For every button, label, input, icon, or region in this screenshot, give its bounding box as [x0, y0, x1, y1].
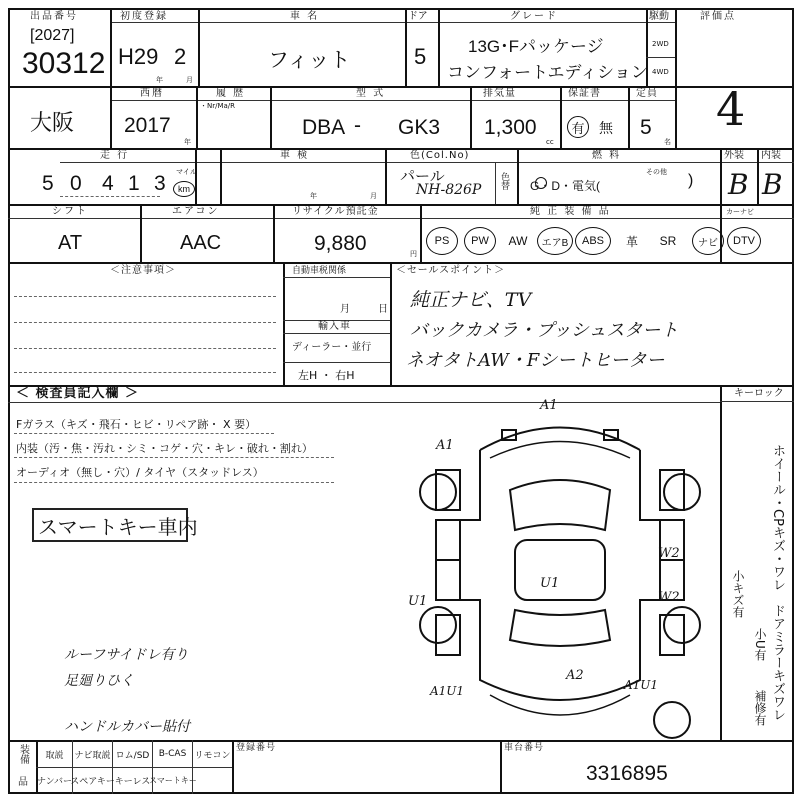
label-drive: 駆動 [649, 11, 669, 22]
check-keyless: キーレス [114, 776, 151, 787]
drive-4wd: 4WD [652, 68, 669, 76]
label-car-name: 車 名 [290, 11, 320, 22]
check-manual: 取説 [45, 750, 64, 761]
label-year-west: 西暦 [140, 88, 164, 99]
score-value: 4 [716, 82, 746, 136]
equip-dtv: DTV [726, 226, 762, 256]
label-shaken: 車 検 [280, 150, 310, 161]
label-door: ドア [408, 11, 428, 22]
label-import: 輸入車 [318, 321, 351, 332]
label-color: 色(Col.No) [410, 150, 470, 161]
rear-bumper [490, 695, 630, 715]
first-reg-era: H29 [118, 44, 159, 69]
label-carnavi: カーナビ [726, 208, 754, 216]
mark-a1u1-left: A1U1 [430, 684, 465, 698]
year-west: 2017 [124, 114, 171, 137]
equip-leather: 革 [625, 234, 638, 249]
mark-a2: A2 [566, 668, 584, 683]
row-divider [8, 262, 794, 264]
check-plate: ナンバー [37, 776, 72, 787]
label-options: 純 正 装 備 品 [530, 206, 611, 217]
check-smart-key: スマートキー [149, 775, 197, 785]
label-chassis: 車台番号 [504, 743, 545, 753]
wheel-rear-right [664, 607, 700, 643]
displacement-value: 1,300 [484, 116, 537, 139]
sales-point-1: 純正ナビ、TV [410, 289, 532, 311]
color-name: パール [400, 168, 445, 185]
interior-grade: B [762, 168, 783, 201]
first-reg-month: 2 [174, 44, 187, 69]
row-divider [8, 204, 794, 206]
label-aircon: エアコン [172, 206, 220, 217]
model-code-2: GK3 [398, 116, 441, 139]
body-outline [460, 450, 660, 700]
color-code: NH-826P [416, 182, 482, 198]
inspection-row-audio: オーディオ（無し・穴）/ タイヤ（スタッドレス） [16, 466, 264, 479]
model-code-1: DBA [302, 116, 346, 139]
side-note-repair: 補修有 [753, 690, 767, 726]
equip-abs: ABS [574, 226, 612, 256]
mark-a1-top: A1 [540, 398, 558, 413]
equip-title-2: 品 [18, 776, 28, 788]
door-count: 5 [414, 44, 427, 69]
label-self-reported: 自動車税関係 [292, 266, 347, 276]
mark-w2-b: W2 [658, 590, 680, 605]
side-note-wheel: ホイール・CPキズ・ワレ [770, 444, 785, 591]
equip-navi: ナビ [690, 226, 726, 256]
label-fuel: 燃 料 [592, 150, 622, 161]
check-navi-manual: ナビ取説 [74, 750, 111, 761]
side-note-mirror: ドアミラーキズワレ [770, 604, 785, 721]
mark-a1u1-right: A1U1 [624, 678, 659, 692]
check-bcas: B-CAS [158, 749, 187, 759]
label-notes: ＜注意事項＞ [110, 265, 176, 276]
mileage-digit: 3 [154, 172, 166, 195]
label-venue: 出品番号 [30, 11, 78, 22]
mile-label: マイル [176, 168, 197, 176]
equip-ps: PS [424, 226, 460, 256]
shift-value: AT [58, 232, 83, 254]
label-warranty: 保証書 [568, 88, 601, 99]
wheel-front-right [664, 474, 700, 510]
label-score: 評価点 [700, 11, 736, 22]
label-mileage: 走 行 [100, 150, 130, 161]
inspection-row-glass: Fガラス（キズ・飛石・ヒビ・リペア跡・ X 要） [16, 418, 257, 431]
equip-sr: SR [659, 234, 677, 248]
check-remote: リモコン [194, 750, 231, 761]
label-interior: 内装 [761, 150, 781, 161]
fuel-paren: ) [688, 172, 694, 189]
fuel-options: G・D・電気( [530, 179, 600, 193]
lot-prefix: [2027] [30, 27, 75, 44]
drive-2wd: 2WD [652, 40, 669, 48]
grade-line-2: コンフォートエディション [447, 63, 648, 82]
location: 大阪 [30, 110, 75, 135]
note-roof: ルーフサイドレ有り [64, 647, 189, 663]
mark-a1-left: A1 [436, 438, 454, 453]
note-handle: ハンドルカバー貼付 [64, 719, 190, 735]
sales-point-3: ネオタトAW・Fシートヒーター [406, 350, 665, 371]
equip-aw: AW [508, 234, 528, 248]
label-capacity: 定員 [636, 88, 658, 99]
capacity-value: 5 [640, 116, 652, 139]
spare-tire [654, 702, 690, 738]
equip-title: 装備 [17, 744, 29, 764]
warranty-yes: 有 [567, 116, 589, 138]
fuel-other: その他 [646, 168, 667, 176]
fuel-circle [535, 177, 547, 189]
recycle-fee: 9,880 [314, 232, 367, 255]
side-note-small-scratch: 小キズ有 [731, 570, 745, 618]
warranty-no: 無 [599, 120, 613, 136]
label-lr: 左H ・ 右H [298, 369, 355, 382]
color-sub: 色替 [499, 172, 509, 190]
aircon-value: AAC [180, 232, 222, 254]
label-first-reg: 初度登録 [120, 11, 168, 22]
chassis-value: 3316895 [586, 762, 668, 785]
check-spare-key: スペアキー [70, 776, 115, 787]
mileage-digit: 4 [102, 172, 114, 195]
label-keylock: キーロック [734, 388, 784, 399]
windshield [510, 480, 610, 530]
label-exterior: 外装 [724, 150, 744, 161]
label-history: 履 歴 [216, 88, 246, 99]
grade-line-1: 13G･Fパッケージ [468, 37, 604, 56]
wheel-rear-left [420, 607, 456, 643]
side-note-small-u: 小U有 [753, 628, 767, 661]
auction-sheet: 出品番号 [2027] 30312 初度登録 H29 2 年 月 車 名 フィット ドア 5 グレード 13G･Fパッケージ コンフォートエディション 駆動 2WD 4WD 評価点 4 大阪 西暦 2017 年 履 歴 ・Nr/Ma/R 型 式 DBA - GK3 排気量 1,300 cc 保証書 有 無 定員 5 名 走 行 5 0 4 1 3 マイル km 車 検 年 月 色(Col.No) パール NH-826P 色替 燃 料 G・D・電気( その他 ) 外装 内装 B B シフト AT エアコン AAC リサイクル預託金 9,880 円 純 正 装 備 品 カーナビ PS PW AW エアB ABS 革 SR ナビ DTV ＜注意事項＞ 自動車税関係 月 日 輸入車 ディーラー・並行 左H ・ 右H ＜セールスポイント＞ 純正ナビ、TV バックカメラ・プッシュスタート ネオタトAW・Fシートヒーター ＜ 検査員記入欄 ＞ キーロック Fガラス（キズ・飛石・ヒビ・リペア跡・ X 要） 内装（汚・焦・汚れ・シミ・コゲ・穴・キレ・破れ・割れ） オーディオ（無し・穴）/ タイヤ（スタッドレス） スマートキー車内 ルーフサイドレ有り 足廻りひく ハンドルカバー貼付 A1 A1 W2 W2 U1 U1 A2 A1U1 A1U1 ホイール・CPキズ・ワレ 小キズ有 ドアミラーキズワレ 小U有 補修有 装備 品 取説 ナビ取説 ロム/SD B-CAS リモコン ナンバー スペアキー キーレス スマートキー 登録番号 車台番号 3316895 [0, 0, 800, 800]
note-foot: 足廻りひく [64, 673, 134, 689]
equipment-row [422, 222, 792, 260]
label-model: 型 式 [356, 88, 386, 99]
mileage-digit: 5 [42, 172, 54, 195]
note-smart-key: スマートキー車内 [38, 515, 198, 539]
rear-window [510, 610, 610, 646]
label-recycle: リサイクル預託金 [292, 206, 379, 217]
label-displacement: 排気量 [483, 88, 516, 99]
label-grade: グレード [510, 11, 558, 22]
inspection-row-interior: 内装（汚・焦・汚れ・シミ・コゲ・穴・キレ・破れ・割れ） [16, 442, 313, 455]
label-dealer: ディーラー・並行 [292, 342, 372, 353]
label-sales: ＜セールスポイント＞ [396, 265, 506, 276]
wheel-front-left [420, 474, 456, 510]
lot-number: 30312 [22, 47, 106, 80]
mileage-digit: 1 [128, 172, 140, 195]
equip-pw: PW [462, 226, 498, 256]
exterior-grade: B [728, 168, 749, 201]
mileage-digit: 0 [70, 172, 82, 195]
roof-outline [515, 540, 605, 600]
sales-point-2: バックカメラ・プッシュスタート [410, 320, 679, 341]
mark-u1-left: U1 [408, 594, 428, 609]
label-reg-no: 登録番号 [236, 743, 277, 753]
km-circled: km [173, 181, 195, 197]
model-dash: - [354, 114, 361, 137]
label-shift: シフト [52, 206, 88, 217]
equip-airbag: エアB [536, 226, 574, 256]
mark-u1-center: U1 [540, 576, 560, 591]
mark-w2-a: W2 [658, 546, 680, 561]
label-inspector: ＜ 検査員記入欄 ＞ [16, 386, 140, 401]
check-rom-sd: ロム/SD [115, 750, 150, 761]
mileage-digits [30, 170, 180, 200]
history-sub: ・Nr/Ma/R [200, 102, 236, 110]
car-name: フィット [268, 49, 351, 72]
